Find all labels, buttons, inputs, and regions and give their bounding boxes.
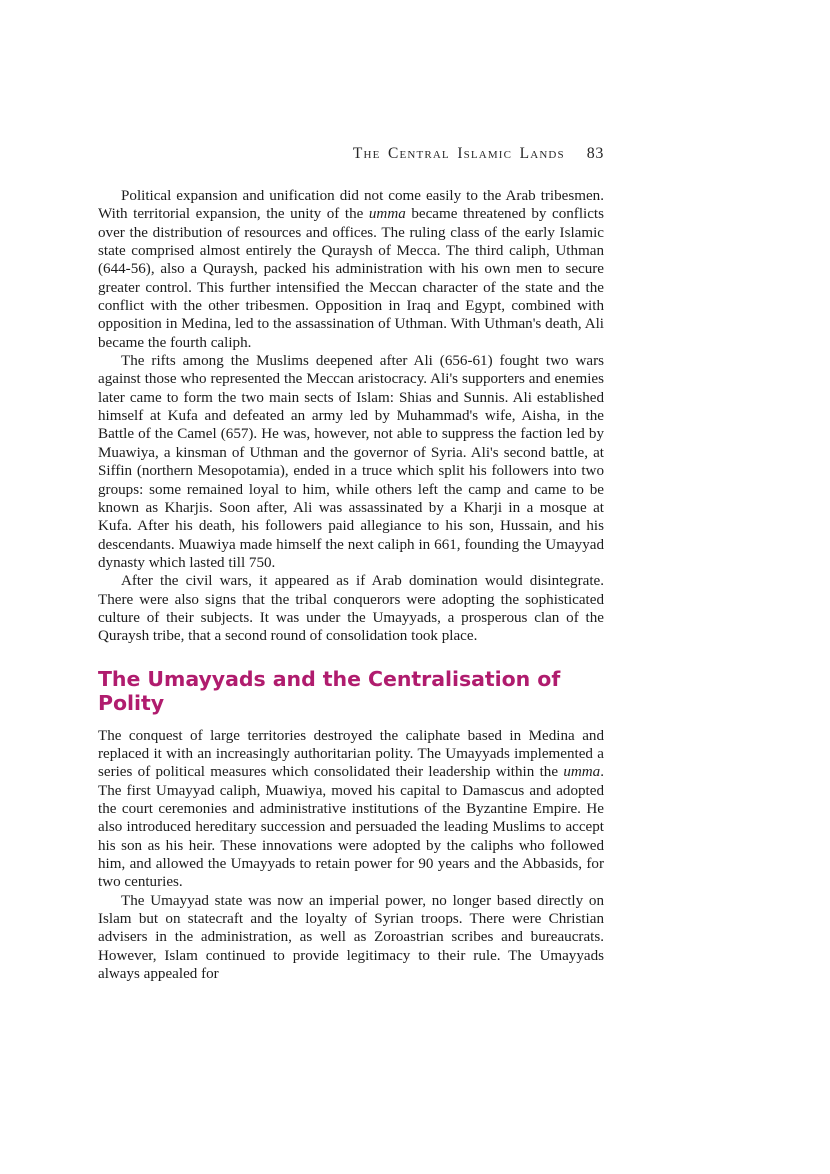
- section-heading: The Umayyads and the Centralisation of Polity: [98, 666, 561, 715]
- paragraph-5: [98, 892, 604, 984]
- paragraph-4: [98, 727, 604, 892]
- spacer-before-heading: [98, 646, 604, 667]
- italic-term: umma: [368, 206, 406, 223]
- text-run: . The first Umayyad caliph, Muawiya, moved his capital to Damascus and adopted the court ceremonies and administrative institutions of the Byzantine Empire. He also introduced hereditary succession and persuaded the leading Muslims to accept his son as his heir. These innovations were adopted by the caliphs who followed him, and allowed the Umayyads to retain power for 90 years and the Abbasids, for two centuries.: [98, 764, 604, 891]
- text-run: became threatened by conflicts over the distribution of resources and offices. The ruling class of the early Islamic state comprised almost entirely the Quraysh of Mecca. The third caliph, Uthman (644-56), also a Quraysh, packed his administration with his own men to secure greater control. This further intensified the Meccan character of the state and the conflict with the other tribesmen. Opposition in Iraq and Egypt, combined with opposition in Medina, led to the assassination of Uthman. With Uthman's death, Ali became the fourth caliph.: [98, 206, 604, 351]
- paragraph-1: [98, 187, 604, 352]
- spacer-after-heading: [98, 715, 604, 727]
- text-run: The conquest of large territories destroyed the caliphate based in Medina and replaced it with an increasingly authoritarian polity. The Umayyads implemented a series of political measures which consolidated their leadership within the: [98, 727, 604, 781]
- paragraph-2: [98, 352, 604, 572]
- running-head: [98, 145, 604, 163]
- paragraph-3: [98, 572, 604, 645]
- text-run: After the civil wars, it appeared as if Arab domination would disintegrate. There were also signs that the tribal conquerors were adopting the sophisticated culture of their subjects. It was under the Umayyads, a prosperous clan of the Quraysh tribe, that a second round of consolidation took place.: [98, 573, 604, 645]
- page-number: 83: [586, 145, 604, 162]
- text-run: The rifts among the Muslims deepened after Ali (656-61) fought two wars against those who represented the Meccan aristocracy. Ali's supporters and enemies later came to form the two main sects of Islam: Shias and Sunnis. Ali established himself at Kufa and defeated an army led by Muhammad's wife, Aisha, in the Battle of the Camel (657). He was, however, not able to suppress the faction led by Muawiya, a kinsman of Uthman and the governor of Syria. Ali's second battle, at Siffin (northern Mesopotamia), ended in a truce which split his followers into two groups: some remained loyal to him, while others left the camp and came to be known as Kharjis. Soon after, Ali was assassinated by a Kharji in a mosque at Kufa. After his death, his followers paid allegiance to his son, Hussain, and his descendants. Muawiya made himself the next caliph in 661, founding the Umayyad dynasty which lasted till 750.: [98, 353, 604, 571]
- body-text-block: [98, 187, 604, 983]
- italic-term: umma: [563, 764, 601, 781]
- text-run: The Umayyad state was now an imperial power, no longer based directly on Islam but on statecraft and the loyalty of Syrian troops. There were Christian advisers in the administration, as well as Zoroastrian scribes and bureaucrats. However, Islam continued to provide legitimacy to their rule. The Umayyads always appealed for: [98, 892, 604, 983]
- running-head-title: The Central Islamic Lands: [352, 145, 565, 162]
- text-run: Political expansion and unification did not come easily to the Arab tribesmen. With territorial expansion, the unity of the: [98, 188, 604, 223]
